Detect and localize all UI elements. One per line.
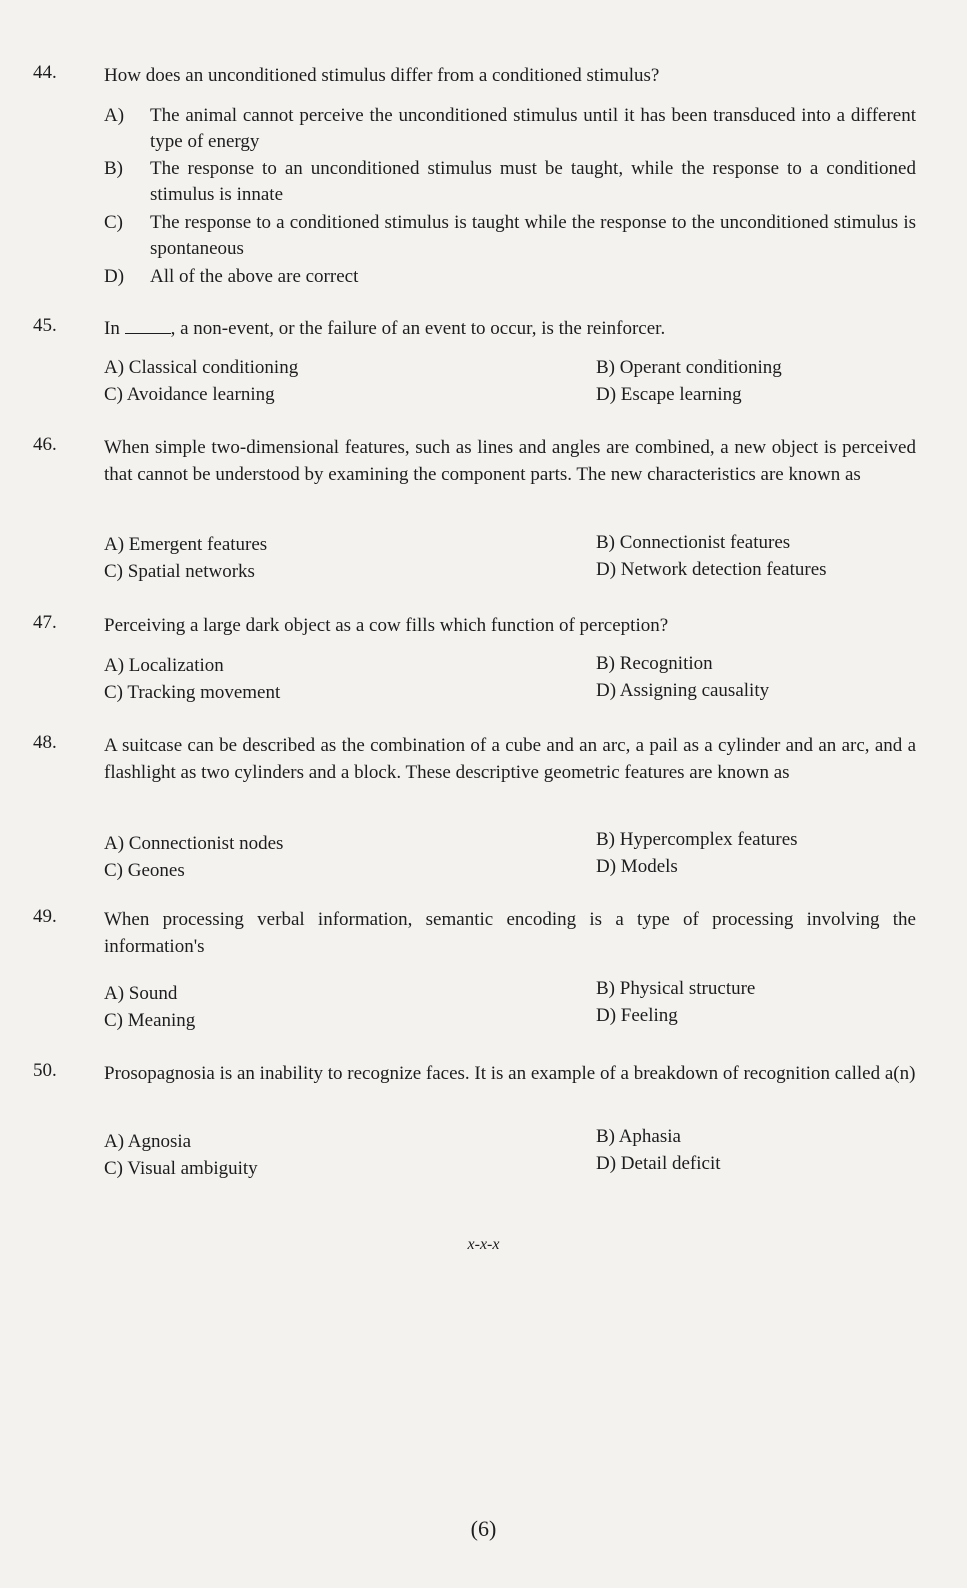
question-stem: When processing verbal information, semantic encoding is a type of processing involving the information's	[104, 909, 916, 957]
stem-before: In	[104, 318, 120, 339]
option-text: The response to a conditioned stimulus is taught while the response to the unconditioned stimulus is spontaneous	[150, 212, 916, 259]
option-b: B) Recognition	[596, 653, 713, 674]
question-number: 47.	[33, 612, 57, 633]
option-c: C) Geones	[104, 860, 185, 881]
stem-after: , a non-event, or the failure of an event to occur, is the reinforcer.	[170, 318, 666, 339]
option-c: C) Tracking movement	[104, 682, 281, 703]
question-stem	[104, 315, 916, 342]
option-d: D) Models	[596, 856, 678, 877]
question-number: 45.	[33, 315, 57, 336]
option-d: D) Escape learning	[596, 384, 742, 405]
option-b: B) Hypercomplex features	[596, 829, 798, 850]
question-number: 44.	[33, 62, 57, 83]
option-b: B) Physical structure	[596, 978, 756, 999]
question-number: 49.	[33, 906, 57, 927]
question-stem: Perceiving a large dark object as a cow fills which function of perception?	[104, 615, 669, 636]
option-b: B) Aphasia	[596, 1126, 681, 1147]
question-stem: How does an unconditioned stimulus differ from a conditioned stimulus?	[104, 65, 660, 86]
option-d: D) Detail deficit	[596, 1153, 721, 1174]
option-c: C) Visual ambiguity	[104, 1158, 258, 1179]
question-number: 48.	[33, 732, 57, 753]
question-stem: When simple two-dimensional features, such as lines and angles are combined, a new object is perceived that cannot be understood by examining the component parts. The new characteristics are known as	[104, 437, 916, 485]
option-label: B)	[104, 158, 123, 179]
option-c: C) Meaning	[104, 1010, 196, 1031]
option-text: The animal cannot perceive the unconditioned stimulus until it has been transduced into a different type of energy	[150, 105, 916, 152]
option-c	[104, 210, 916, 262]
answer-blank	[125, 317, 171, 334]
option-d: D) Network detection features	[596, 559, 827, 580]
option-d: D) Assigning causality	[596, 680, 770, 701]
option-c: C) Spatial networks	[104, 561, 255, 582]
option-c: C) Avoidance learning	[104, 384, 275, 405]
question-number: 50.	[33, 1060, 57, 1081]
option-a: A) Emergent features	[104, 534, 268, 555]
option-b: B) Connectionist features	[596, 532, 791, 553]
option-label: A)	[104, 105, 125, 126]
end-of-paper-mark: x-x-x	[467, 1236, 500, 1253]
option-a: A) Classical conditioning	[104, 357, 299, 378]
option-a	[104, 103, 916, 155]
option-b: B) Operant conditioning	[596, 357, 782, 378]
question-stem: A suitcase can be described as the combination of a cube and an arc, a pail as a cylinder and an arc, and a flashlight as two cylinders and a block. These descriptive geometric features are known as	[104, 735, 916, 783]
option-text: All of the above are correct	[150, 266, 359, 287]
question-stem: Prosopagnosia is an inability to recognize faces. It is an example of a breakdown of recognition called a(n)	[104, 1063, 916, 1084]
option-label: D)	[104, 266, 125, 287]
option-d: D) Feeling	[596, 1005, 678, 1026]
option-a: A) Connectionist nodes	[104, 833, 284, 854]
option-text: The response to an unconditioned stimulus must be taught, while the response to a conditioned stimulus is innate	[150, 158, 916, 205]
question-number: 46.	[33, 434, 57, 455]
option-label: C)	[104, 212, 123, 233]
page-number: (6)	[470, 1516, 497, 1541]
option-a: A) Sound	[104, 983, 178, 1004]
option-d	[104, 264, 916, 290]
option-a: A) Agnosia	[104, 1131, 192, 1152]
option-a: A) Localization	[104, 655, 224, 676]
option-b	[104, 156, 916, 208]
